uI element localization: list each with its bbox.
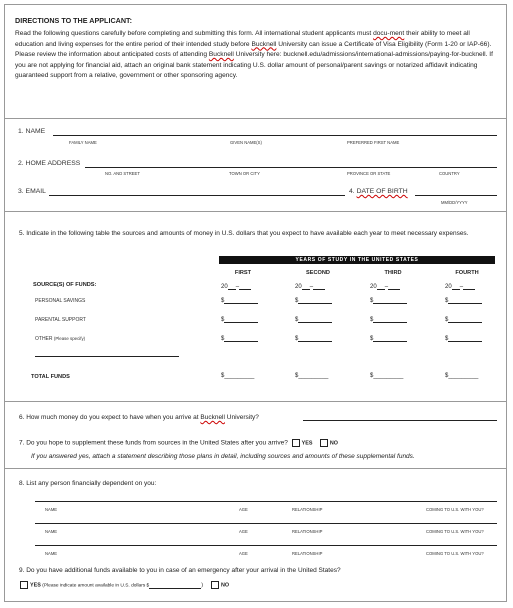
year-third-field[interactable]: 20 – <box>370 283 400 290</box>
dep-name-caption: NAME <box>45 529 58 534</box>
address-label: 2. HOME ADDRESS <box>18 160 81 167</box>
parental-support-fourth[interactable]: $ <box>445 316 482 323</box>
city-caption: TOWN OR CITY <box>229 171 260 176</box>
q7-no-checkbox[interactable] <box>320 439 328 447</box>
total-third[interactable]: $_________ <box>370 373 404 379</box>
directions-text: Read the following questions carefully before completing and submitting this form. All international student applicants must docu-ment their ability to meet all education and living expenses for the entire period of their intended study before Bucknell University can issue a Certificate of Visa Eligibility (Form 1-20 or IAP-66). Please review the information about anticipated costs of attending Bucknell University here: bucknell.edu/admissions/international-admissions/paying-for-bucknell. If you are not applying for financial aid, attach an original bank statement indicating U.S. dollar amount of personal/parent savings or notarized affidavit indicating guaranteed support from a relative, government or other sponsoring agency. <box>15 30 493 80</box>
total-first[interactable]: $_________ <box>221 373 255 379</box>
dep-coming-caption: COMING TO U.S. WITH YOU? <box>426 529 484 534</box>
dob-label: 4. DATE OF BIRTH <box>349 188 408 195</box>
q8-text: 8. List any person financially dependent on you: <box>19 480 157 487</box>
dep-relationship-caption: RELATIONSHIP <box>292 551 323 556</box>
q6-text: 6. How much money do you expect to have when you arrive at Bucknell University? <box>19 414 259 421</box>
sources-label: SOURCE(S) OF FUNDS: <box>33 282 97 288</box>
country-caption: COUNTRY <box>439 171 460 176</box>
year-second-field[interactable]: 20 – <box>295 283 325 290</box>
dob-caption: MM/DD/YYYY <box>441 200 468 205</box>
q9-yes-checkbox[interactable] <box>20 581 28 589</box>
dependent-row-3[interactable] <box>35 545 497 546</box>
total-second[interactable]: $_________ <box>295 373 329 379</box>
divider <box>5 118 506 119</box>
directions-heading: DIRECTIONS TO THE APPLICANT: <box>15 16 132 25</box>
year-fourth-field[interactable]: 20 – <box>445 283 475 290</box>
year-second-header: SECOND <box>306 270 330 276</box>
q7-note: If you answered yes, attach a statement describing those plans in detail, including sources and amounts of these supplemental funds. <box>31 453 415 460</box>
given-name-caption: GIVEN NAME(S) <box>230 140 262 145</box>
divider <box>5 468 506 469</box>
year-fourth-header: FOURTH <box>455 270 479 276</box>
q6-amount-field[interactable] <box>303 420 497 421</box>
dep-age-caption: AGE <box>239 529 248 534</box>
dependent-row-1[interactable] <box>35 501 497 502</box>
other-label: OTHER (Please specify) <box>35 336 86 342</box>
province-caption: PROVINCE OR STATE <box>347 171 391 176</box>
dep-relationship-caption: RELATIONSHIP <box>292 529 323 534</box>
personal-savings-label: PERSONAL SAVINGS <box>35 298 86 304</box>
total-fourth[interactable]: $_________ <box>445 373 479 379</box>
parental-support-third[interactable]: $ <box>370 316 407 323</box>
total-funds-label: TOTAL FUNDS <box>31 374 70 380</box>
q5-text: 5. Indicate in the following table the sources and amounts of money in U.S. dollars that you expect to have available each year to meet necessary expenses. <box>19 230 469 237</box>
dep-name-caption: NAME <box>45 507 58 512</box>
dep-coming-caption: COMING TO U.S. WITH YOU? <box>426 507 484 512</box>
other-fourth[interactable]: $ <box>445 335 482 342</box>
years-table-header: YEARS OF STUDY IN THE UNITED STATES <box>219 256 495 264</box>
address-field[interactable] <box>85 167 497 168</box>
personal-savings-first[interactable]: $ <box>221 297 258 304</box>
year-first-field[interactable]: 20 – <box>221 283 251 290</box>
q9-text: 9. Do you have additional funds available to you in case of an emergency after your arrival in the United States? <box>19 567 341 574</box>
name-field[interactable] <box>53 135 497 136</box>
family-name-caption: FAMILY NAME <box>69 140 97 145</box>
email-field[interactable] <box>49 195 345 196</box>
street-caption: NO. AND STREET <box>105 171 140 176</box>
year-first-header: FIRST <box>234 270 252 276</box>
q9-amount-field[interactable] <box>149 583 201 589</box>
dep-age-caption: AGE <box>239 507 248 512</box>
financial-statement-form <box>4 4 507 602</box>
preferred-name-caption: PREFERRED FIRST NAME <box>347 140 400 145</box>
other-specify-field[interactable] <box>35 356 179 357</box>
name-label: 1. NAME <box>18 128 46 135</box>
q7-text: 7. Do you hope to supplement these funds from sources in the United States after you arrive? YES NO <box>19 439 338 447</box>
parental-support-second[interactable]: $ <box>295 316 332 323</box>
q7-yes-checkbox[interactable] <box>292 439 300 447</box>
divider <box>5 211 506 212</box>
personal-savings-third[interactable]: $ <box>370 297 407 304</box>
parental-support-first[interactable]: $ <box>221 316 258 323</box>
dep-relationship-caption: RELATIONSHIP <box>292 507 323 512</box>
parental-support-label: PARENTAL SUPPORT <box>35 317 86 323</box>
q9-options: YES (Please indicate amount available in U.S. dollars $ ) NO <box>18 581 229 589</box>
dep-coming-caption: COMING TO U.S. WITH YOU? <box>426 551 484 556</box>
year-third-header: THIRD <box>384 270 402 276</box>
other-second[interactable]: $ <box>295 335 332 342</box>
other-first[interactable]: $ <box>221 335 258 342</box>
dob-field[interactable] <box>415 195 497 196</box>
other-third[interactable]: $ <box>370 335 407 342</box>
dep-age-caption: AGE <box>239 551 248 556</box>
dependent-row-2[interactable] <box>35 523 497 524</box>
divider <box>5 401 506 402</box>
personal-savings-second[interactable]: $ <box>295 297 332 304</box>
email-label: 3. EMAIL <box>18 188 46 195</box>
q9-no-checkbox[interactable] <box>211 581 219 589</box>
personal-savings-fourth[interactable]: $ <box>445 297 482 304</box>
dep-name-caption: NAME <box>45 551 58 556</box>
